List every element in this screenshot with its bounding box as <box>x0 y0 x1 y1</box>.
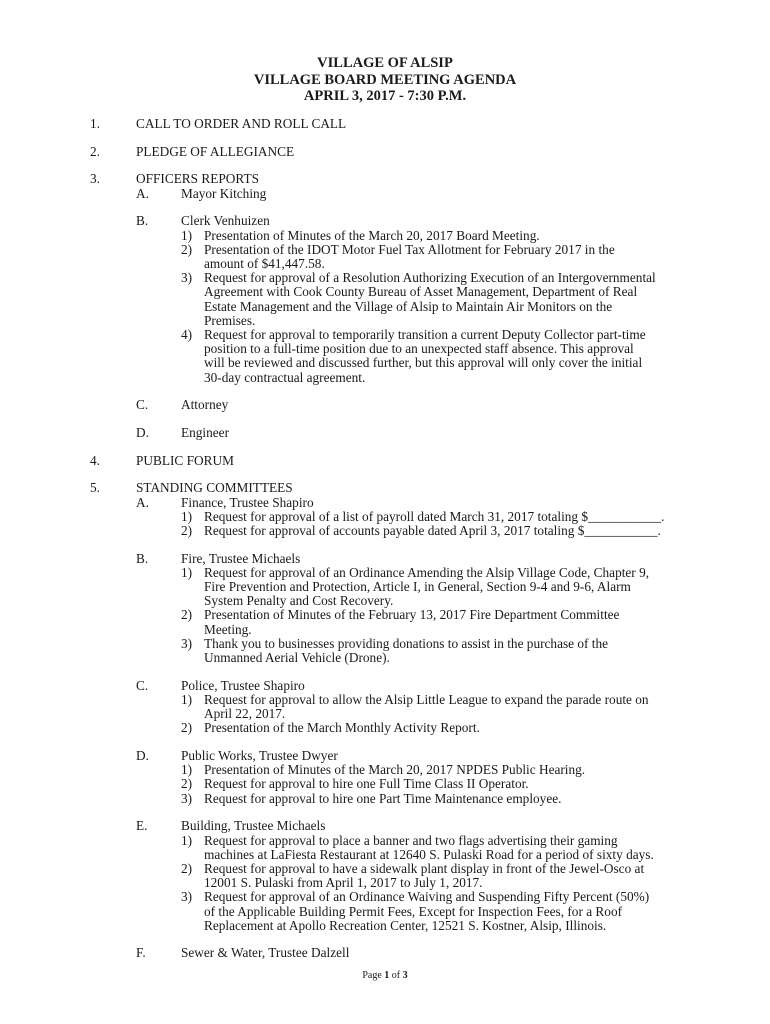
agenda-item-text: Presentation of the IDOT Motor Fuel Tax Allotment for February 2017 in the <box>204 241 615 257</box>
agenda-item-text: Request for approval of a Resolution Authorizing Execution of an Intergovernmental <box>204 270 656 286</box>
agenda-item-text: Fire Prevention and Protection, Article I, in General, Section 9-4 and 9-6, Alarm <box>204 579 631 594</box>
agenda-item-text: Presentation of Minutes of the February 13, 2017 Fire Department Committee <box>204 607 620 623</box>
agenda-item-text: Presentation of Minutes of the March 20, 2017 Board Meeting. <box>204 227 540 243</box>
subsection-title: Finance, Trustee Shapiro <box>181 494 314 510</box>
section-number: 4. <box>90 452 100 468</box>
agenda-item-number: 2) <box>181 607 193 623</box>
agenda-item-text: Presentation of Minutes of the March 20, 2017 NPDES Public Hearing. <box>204 762 586 778</box>
page-footer <box>0 970 770 982</box>
subsection-title: Attorney <box>181 397 229 413</box>
subsection-letter: B. <box>136 213 149 229</box>
section-number: 3. <box>90 171 100 187</box>
footer-page-total: 3 <box>402 970 408 981</box>
agenda-item-text: Agreement with Cook County Bureau of Asset Management, Department of Real <box>204 284 638 300</box>
subsection-letter: C. <box>136 677 149 693</box>
footer-page-current: 1 <box>384 970 390 981</box>
section-number: 2. <box>90 143 100 159</box>
section-number: 5. <box>90 480 100 496</box>
agenda-item-text: Request for approval to hire one Part Time Maintenance employee. <box>204 790 562 806</box>
agenda-item-number: 4) <box>181 326 193 342</box>
agenda-item-number: 1) <box>181 508 193 524</box>
agenda-item-text: Unmanned Aerial Vehicle (Drone). <box>204 650 390 665</box>
subsection-letter: A. <box>136 185 149 201</box>
subsection-title: Building, Trustee Michaels <box>181 818 326 834</box>
header-agenda-title: VILLAGE BOARD MEETING AGENDA <box>253 71 517 88</box>
agenda-item-text: amount of $41,447.58. <box>204 255 325 271</box>
subsection-letter: D. <box>136 748 149 763</box>
subsection-letter: D. <box>136 424 149 440</box>
agenda-item-number: 1) <box>181 227 193 243</box>
agenda-item-text: Replacement at Apollo Recreation Center, 12521 S. Kostner, Alsip, Illinois. <box>204 917 607 933</box>
agenda-item-text: Premises. <box>204 312 256 328</box>
subsection-title: Fire, Trustee Michaels <box>181 550 301 566</box>
agenda-item-number: 2) <box>181 776 193 792</box>
subsection-letter: B. <box>136 550 149 566</box>
agenda-item-text: Thank you to businesses providing donations to assist in the purchase of the <box>204 635 609 651</box>
header-date-time: APRIL 3, 2017 - 7:30 P.M. <box>303 88 467 105</box>
agenda-item-number: 1) <box>181 832 193 848</box>
section-title: CALL TO ORDER AND ROLL CALL <box>136 116 347 131</box>
section-number: 1. <box>90 116 100 131</box>
agenda-item-text: Request for approval of an Ordinance Waiving and Suspending Fifty Percent (50%) <box>204 889 650 905</box>
agenda-item-number: 2) <box>181 241 193 257</box>
subsection-title: Mayor Kitching <box>181 185 267 201</box>
agenda-item-number: 3) <box>181 635 193 651</box>
footer-of-word: of <box>391 970 401 981</box>
section-title: PUBLIC FORUM <box>136 452 234 468</box>
agenda-item-number: 1) <box>181 691 193 707</box>
subsection-title: Public Works, Trustee Dwyer <box>181 748 338 763</box>
agenda-item-text: System Penalty and Cost Recovery. <box>204 593 394 609</box>
subsection-title: Police, Trustee Shapiro <box>181 677 305 693</box>
agenda-item-text: Request for approval to temporarily transition a current Deputy Collector part-time <box>204 326 646 342</box>
agenda-item-number: 2) <box>181 522 193 538</box>
section-title: OFFICERS REPORTS <box>136 171 259 187</box>
subsection-title: Clerk Venhuizen <box>181 213 270 229</box>
agenda-item-text: position to a full-time position due to an unexpected staff absence. This approval <box>204 341 634 357</box>
agenda-item-text: 12001 S. Pulaski from April 1, 2017 to July 1, 2017. <box>204 875 483 891</box>
agenda-item-text: Request for approval to have a sidewalk plant display in front of the Jewel-Osco at <box>204 860 645 876</box>
agenda-item-text: Meeting. <box>204 621 252 637</box>
agenda-item-number: 3) <box>181 790 193 806</box>
agenda-item-text: 30-day contractual agreement. <box>204 369 366 385</box>
agenda-item-number: 1) <box>181 564 193 580</box>
section-title: PLEDGE OF ALLEGIANCE <box>136 143 295 159</box>
footer-page-word: Page <box>362 970 382 981</box>
subsection-title: Engineer <box>181 424 229 440</box>
agenda-item-text: Request for approval of an Ordinance Amending the Alsip Village Code, Chapter 9, <box>204 564 650 580</box>
agenda-item-text: Request for approval to place a banner and two flags advertising their gaming <box>204 832 618 848</box>
agenda-item-number: 2) <box>181 720 193 736</box>
agenda-item-text: Estate Management and the Village of Alsip to Maintain Air Monitors on the <box>204 298 613 314</box>
agenda-item-text: Presentation of the March Monthly Activity Report. <box>204 720 480 736</box>
agenda-item-number: 2) <box>181 860 193 876</box>
agenda-item-text: Request for approval to allow the Alsip Little League to expand the parade route on <box>204 691 649 707</box>
agenda-item-text: of the Applicable Building Permit Fees, Except for Inspection Fees, for a Roof <box>204 903 623 919</box>
agenda-item-text: will be reviewed and discussed further, but this approval will only cover the initial <box>204 355 643 371</box>
agenda-item-text: April 22, 2017. <box>204 706 286 722</box>
agenda-item-text: Request for approval to hire one Full Time Class II Operator. <box>204 776 529 792</box>
agenda-item-text: Request for approval of accounts payable dated April 3, 2017 totaling $___________. <box>204 522 661 538</box>
subsection-letter: A. <box>136 494 149 510</box>
subsection-letter: C. <box>136 397 149 413</box>
agenda-item-text: machines at LaFiesta Restaurant at 12640 S. Pulaski Road for a period of sixty days. <box>204 846 654 862</box>
subsection-title: Sewer & Water, Trustee Dalzell <box>181 945 350 961</box>
subsection-letter: F. <box>136 945 146 961</box>
subsection-letter: E. <box>136 818 148 834</box>
agenda-item-text: Request for approval of a list of payroll dated March 31, 2017 totaling $___________. <box>204 508 665 524</box>
section-title: STANDING COMMITTEES <box>136 480 293 496</box>
agenda-item-number: 1) <box>181 762 193 778</box>
agenda-item-number: 3) <box>181 889 193 905</box>
agenda-item-number: 3) <box>181 270 193 286</box>
header-village-name: VILLAGE OF ALSIP <box>317 55 453 71</box>
